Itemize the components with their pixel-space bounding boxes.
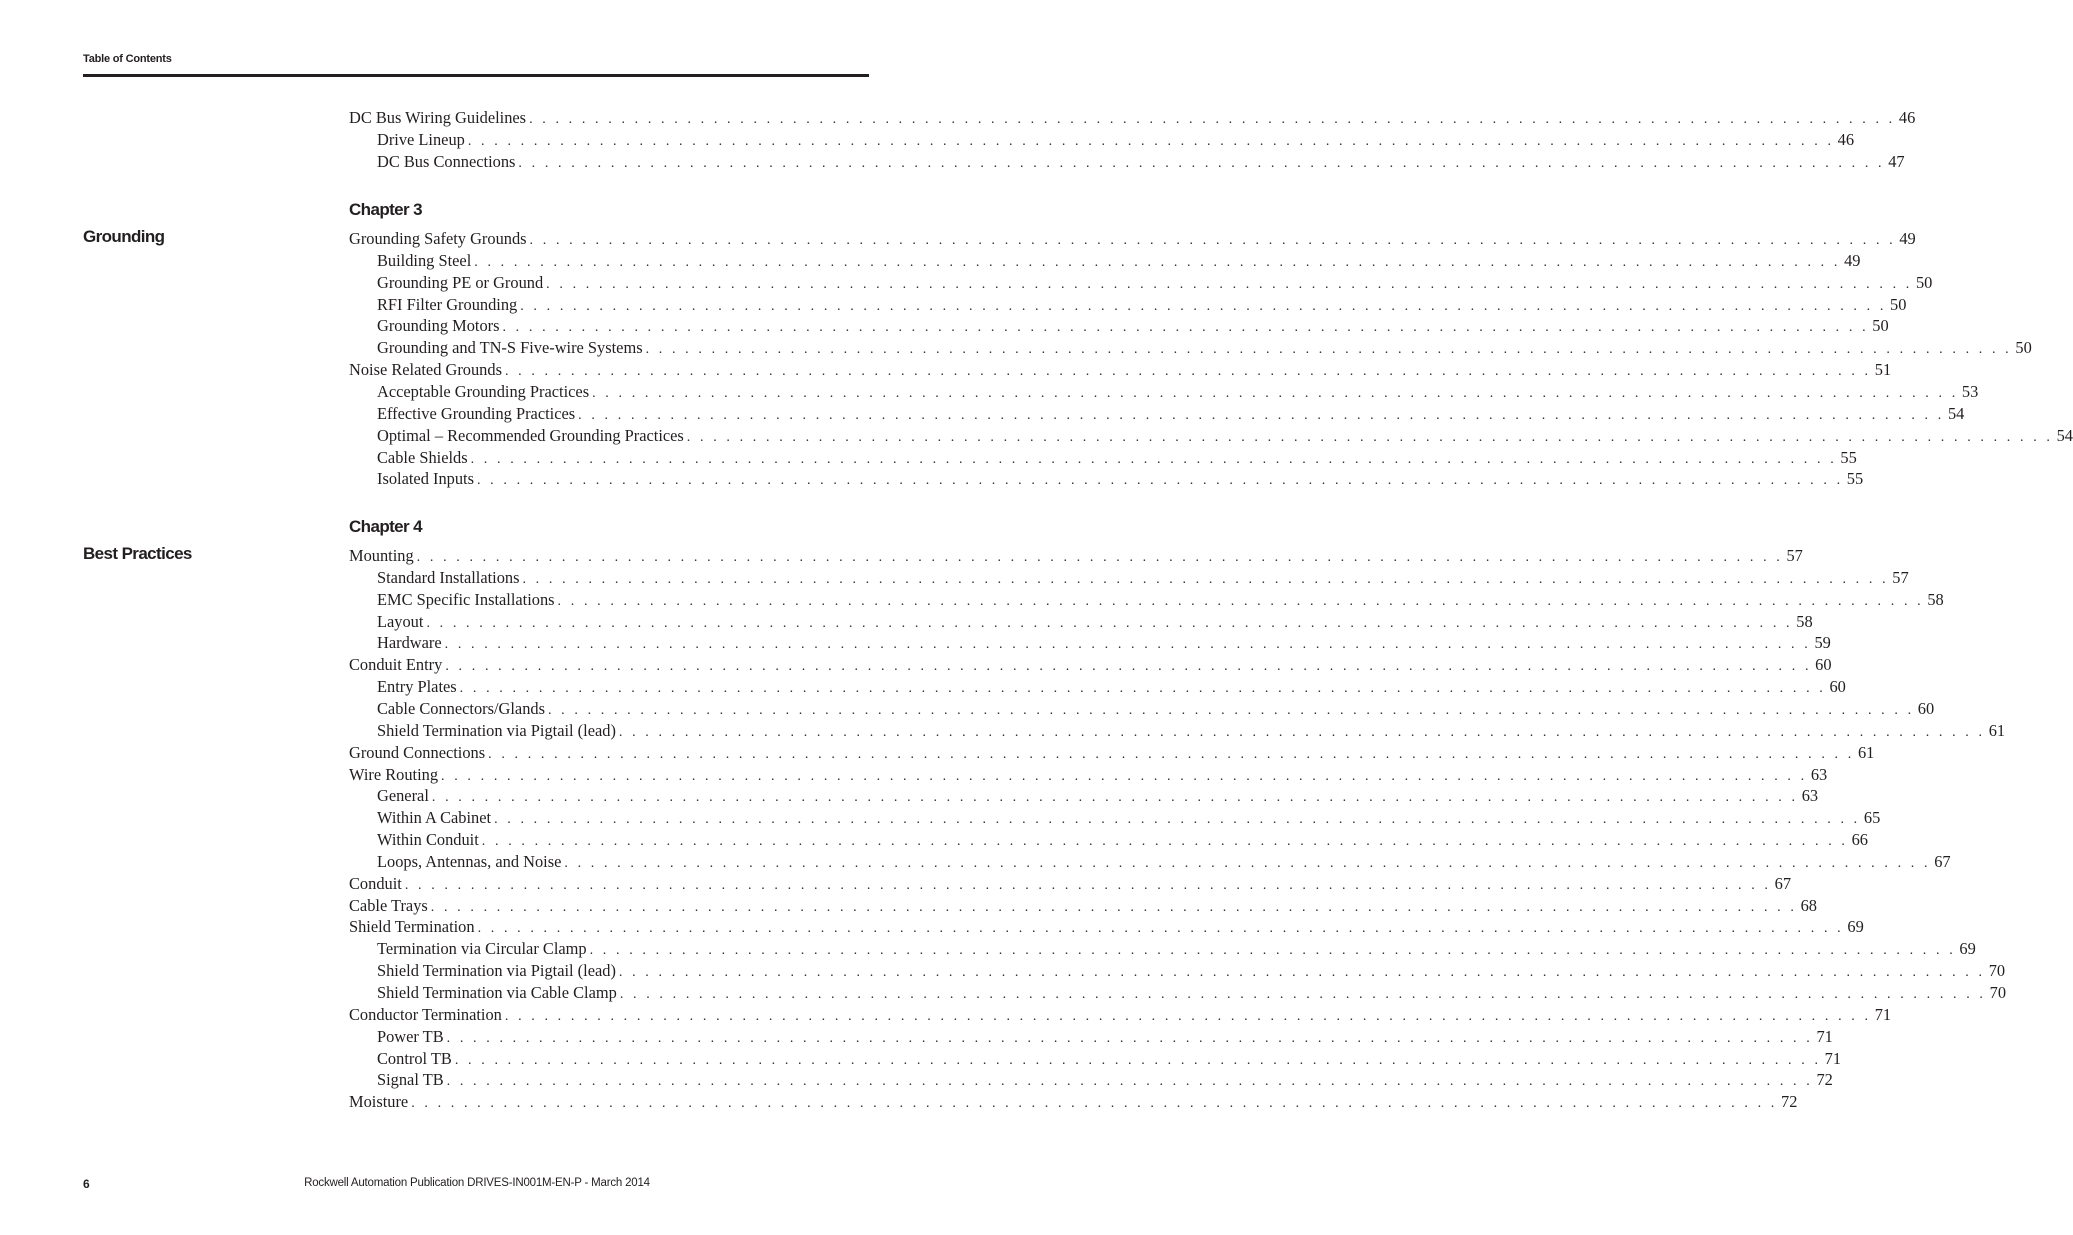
toc-entry-page: 71 (1874, 1004, 1892, 1024)
dot-leader: . . . . . . . . . . . . . . . . . . . . . . . . . . . . . . . . . . . . . . . . . . . . . . . . . . . . . . . . . . . . . . . . . . . . . . . . . . . . . . . . . . . . . . . . . . . . . . . . . . . . . . . . (459, 681, 1826, 697)
toc-entry-page: 47 (1888, 151, 1905, 171)
toc-entry-page: 67 (1934, 851, 1951, 871)
toc-entry-title: Loops, Antennas, and Noise (377, 851, 562, 871)
dot-leader: . . . . . . . . . . . . . . . . . . . . . . . . . . . . . . . . . . . . . . . . . . . . . . . . . . . . . . . . . . . . . . . . . . . . . . . . . . . . . . . . . . . . . . . . . . . . . . . . . . . . . . . . (504, 1008, 1872, 1024)
toc-entry-title: Effective Grounding Practices (377, 403, 576, 423)
toc-entry[interactable] (377, 425, 2073, 447)
toc-entry-page: 61 (1857, 742, 1875, 762)
toc-entry-page: 55 (1840, 447, 1857, 467)
toc-entry-title: Cable Trays (349, 895, 428, 915)
toc-entry-page: 63 (1810, 764, 1828, 784)
toc-entry-title: Standard Installations (377, 567, 520, 587)
toc-entry-title: Drive Lineup (377, 129, 465, 149)
toc-entry-page: 50 (1890, 294, 1907, 314)
toc-entry-title: Ground Connections (349, 742, 486, 762)
toc-entry-page: 57 (1786, 546, 1803, 565)
toc-entry-page: 63 (1801, 786, 1819, 806)
toc-entry[interactable] (377, 807, 1881, 829)
dot-leader: . . . . . . . . . . . . . . . . . . . . . . . . . . . . . . . . . . . . . . . . . . . . . . . . . . . . . . . . . . . . . . . . . . . . . . . . . . . . . . . . . . . . . . . . . . . . . . . . . . . . . . . . (518, 155, 1885, 171)
toc-entry-page: 67 (1774, 873, 1792, 893)
toc-entry[interactable] (377, 589, 1944, 611)
toc-entry-title: Isolated Inputs (377, 469, 474, 489)
toc-entry-page: 58 (1927, 589, 1944, 609)
dot-leader: . . . . . . . . . . . . . . . . . . . . . . . . . . . . . . . . . . . . . . . . . . . . . . . . . . . . . . . . . . . . . . . . . . . . . . . . . . . . . . . . . . . . . . . . . . . . . . . . . . . . . . . . (470, 451, 1837, 467)
toc-entry-title: Building Steel (377, 250, 472, 270)
dot-leader: . . . . . . . . . . . . . . . . . . . . . . . . . . . . . . . . . . . . . . . . . . . . . . . . . . . . . . . . . . . . . . . . . . . . . . . . . . . . . . . . . . . . . . . . . . . . . . . . . . . . . . . . (564, 855, 1931, 871)
toc-entry-title: Control TB (377, 1048, 452, 1068)
toc-entry-title: Layout (377, 611, 424, 631)
section-title-grounding: Grounding (83, 227, 165, 246)
toc-entry[interactable] (377, 567, 1909, 589)
toc-entry-title: Shield Termination (349, 917, 475, 937)
toc-entry-title: Power TB (377, 1026, 444, 1046)
toc-entry-title: Conduit (349, 873, 402, 893)
toc-entry[interactable] (349, 764, 1828, 786)
toc-entry-page: 68 (1800, 895, 1817, 915)
toc-entry-title: Within Conduit (377, 830, 479, 850)
toc-entry-page: 51 (1874, 360, 1892, 380)
dot-leader: . . . . . . . . . . . . . . . . . . . . . . . . . . . . . . . . . . . . . . . . . . . . . . . . . . . . . . . . . . . . . . . . . . . . . . . . . . . . . . . . . . . . . . . . . . . . . . . . . . . . . . . . (619, 987, 1987, 1002)
toc-entry-title: Grounding PE or Ground (377, 272, 544, 292)
toc-entry[interactable] (349, 654, 1832, 676)
running-header: Table of Contents (83, 53, 172, 65)
toc-entry[interactable] (349, 228, 1916, 250)
toc-entry[interactable] (377, 250, 1861, 272)
toc-entry[interactable] (377, 632, 1831, 654)
dot-leader: . . . . . . . . . . . . . . . . . . . . . . . . . . . . . . . . . . . . . . . . . . . . . . . . . . . . . . . . . . . . . . . . . . . . . . . . . . . . . . . . . . . . . . . . . . . . . . . . . . . . . . . . (547, 702, 1915, 718)
toc-entry-page: 71 (1824, 1048, 1842, 1068)
toc-entry-title: RFI Filter Grounding (377, 294, 518, 314)
toc-entry-title: Within A Cabinet (377, 808, 492, 828)
toc-entry[interactable] (377, 151, 1905, 173)
toc-entry[interactable] (349, 1004, 1892, 1026)
toc-entry-title: Conductor Termination (349, 1004, 502, 1024)
toc-entry-page: 46 (1898, 108, 1916, 127)
toc-entry-title: Acceptable Grounding Practices (377, 381, 590, 401)
section-title-best-practices: Best Practices (83, 544, 192, 563)
dot-leader: . . . . . . . . . . . . . . . . . . . . . . . . . . . . . . . . . . . . . . . . . . . . . . . . . . . . . . . . . . . . . . . . . . . . . . . . . . . . . . . . . . . . . . . . . . . . . . . . . . . . . . . . (454, 1052, 1822, 1068)
toc-entry-page: 49 (1844, 250, 1861, 270)
toc-entry[interactable] (377, 294, 1907, 316)
toc-entry-title: Mounting (349, 546, 414, 565)
dot-leader: . . . . . . . . . . . . . . . . . . . . . . . . . . . . . . . . . . . . . . . . . . . . . . . . . . . . . . . . . . . . . . . . . . . . . . . . . . . . . . . . . . . . . . . . . . . . . . . . . . . . . . . . (445, 659, 1812, 675)
dot-leader: . . . . . . . . . . . . . . . . . . . . . . . . . . . . . . . . . . . . . . . . . . . . . . . . . . . . . . . . . . . . . . . . . . . . . . . . . . . . . . . . . . . . . . . . . . . . . . . . . . . . . . . . (589, 943, 1956, 959)
toc-entry-page: 50 (1915, 272, 1933, 292)
toc-entry[interactable] (377, 337, 2032, 359)
toc-entry-page: 58 (1796, 611, 1813, 631)
toc-entry[interactable] (377, 129, 1855, 151)
toc-entry[interactable] (377, 403, 1965, 425)
toc-entry-title: Cable Shields (377, 447, 468, 467)
dot-leader: . . . . . . . . . . . . . . . . . . . . . . . . . . . . . . . . . . . . . . . . . . . . . . . . . . . . . . . . . . . . . . . . . . . . . . . . . . . . . . . . . . . . . . . . . . . . . . . . . . . . . . . . (444, 637, 1811, 653)
dot-leader: . . . . . . . . . . . . . . . . . . . . . . . . . . . . . . . . . . . . . . . . . . . . . . . . . . . . . . . . . . . . . . . . . . . . . . . . . . . . . . . . . . . . . . . . . . . . . . . . . . . . . . . . (411, 1096, 1778, 1112)
toc-entry-page: 49 (1899, 229, 1916, 248)
dot-leader: . . . . . . . . . . . . . . . . . . . . . . . . . . . . . . . . . . . . . . . . . . . . . . . . . . . . . . . . . . . . . . . . . . . . . . . . . . . . . . . . . . . . . . . . . . . . . . . . . . . . . . . . (446, 1030, 1813, 1046)
dot-leader: . . . . . . . . . . . . . . . . . . . . . . . . . . . . . . . . . . . . . . . . . . . . . . . . . . . . . . . . . . . . . . . . . . . . . . . . . . . . . . . . . . . . . . . . . . . . . . . . . . . . . . . . (474, 254, 1841, 270)
dot-leader: . . . . . . . . . . . . . . . . . . . . . . . . . . . . . . . . . . . . . . . . . . . . . . . . . . . . . . . . . . . . . . . . . . . . . . . . . . . . . . . . . . . . . . . . . . . . . . . . . . . . . . . . (494, 812, 1861, 828)
chapter-4-label: Chapter 4 (349, 517, 423, 536)
toc-entry[interactable] (377, 960, 2006, 982)
toc-entry-page: 72 (1816, 1070, 1833, 1090)
toc-entry-page: 54 (2056, 425, 2073, 445)
toc-entry-page: 70 (1989, 983, 2007, 1002)
toc-entry[interactable] (377, 381, 1979, 403)
dot-leader: . . . . . . . . . . . . . . . . . . . . . . . . . . . . . . . . . . . . . . . . . . . . . . . . . . . . . . . . . . . . . . . . . . . . . . . . . . . . . . . . . . . . . . . . . . . . . . . . . . . . . . . . (578, 407, 1945, 423)
toc-entry[interactable] (349, 107, 1916, 129)
toc-entry[interactable] (349, 873, 1792, 895)
dot-leader: . . . . . . . . . . . . . . . . . . . . . . . . . . . . . . . . . . . . . . . . . . . . . . . . . . . . . . . . . . . . . . . . . . . . . . . . . . . . . . . . . . . . . . . . . . . . . . . . . . . . . . . . (481, 834, 1848, 850)
toc-entry[interactable] (349, 916, 1864, 938)
dot-leader: . . . . . . . . . . . . . . . . . . . . . . . . . . . . . . . . . . . . . . . . . . . . . . . . . . . . . . . . . . . . . . . . . . . . . . . . . . . . . . . . . . . . . . . . . . . . . . . . . . . . . . . . (546, 276, 1913, 292)
dot-leader: . . . . . . . . . . . . . . . . . . . . . . . . . . . . . . . . . . . . . . . . . . . . . . . . . . . . . . . . . . . . . . . . . . . . . . . . . . . . . . . . . . . . . . . . . . . . . . . . . . . . . . . . (529, 112, 1896, 127)
dot-leader: . . . . . . . . . . . . . . . . . . . . . . . . . . . . . . . . . . . . . . . . . . . . . . . . . . . . . . . . . . . . . . . . . . . . . . . . . . . . . . . . . . . . . . . . . . . . . . . . . . . . . . . . (592, 385, 1959, 401)
toc-entry-page: 54 (1947, 403, 1965, 423)
dot-leader: . . . . . . . . . . . . . . . . . . . . . . . . . . . . . . . . . . . . . . . . . . . . . . . . . . . . . . . . . . . . . . . . . . . . . . . . . . . . . . . . . . . . . . . . . . . . . . . . . . . . . . . . (520, 298, 1887, 314)
dot-leader: . . . . . . . . . . . . . . . . . . . . . . . . . . . . . . . . . . . . . . . . . . . . . . . . . . . . . . . . . . . . . . . . . . . . . . . . . . . . . . . . . . . . . . . . . . . . . . . . . . . . . . . . (645, 342, 2012, 358)
toc-entry-page: 50 (2015, 338, 2032, 358)
page-number: 6 (83, 1177, 90, 1191)
toc-entry[interactable] (349, 359, 1892, 381)
dot-leader: . . . . . . . . . . . . . . . . . . . . . . . . . . . . . . . . . . . . . . . . . . . . . . . . . . . . . . . . . . . . . . . . . . . . . . . . . . . . . . . . . . . . . . . . . . . . . . . . . . . . . . . . (404, 877, 1772, 893)
dot-leader: . . . . . . . . . . . . . . . . . . . . . . . . . . . . . . . . . . . . . . . . . . . . . . . . . . . . . . . . . . . . . . . . . . . . . . . . . . . . . . . . . . . . . . . . . . . . . . . . . . . . . . . . (504, 364, 1872, 380)
toc-entry-page: 60 (1829, 677, 1846, 697)
toc-entry[interactable] (377, 938, 1976, 960)
toc-entry[interactable] (377, 829, 1868, 851)
toc-entry[interactable] (377, 315, 1889, 337)
toc-entry-page: 59 (1814, 633, 1831, 653)
toc-entry-page: 65 (1863, 808, 1881, 828)
dot-leader: . . . . . . . . . . . . . . . . . . . . . . . . . . . . . . . . . . . . . . . . . . . . . . . . . . . . . . . . . . . . . . . . . . . . . . . . . . . . . . . . . . . . . . . . . . . . . . . . . . . . . . . . (416, 550, 1783, 565)
toc-entry[interactable] (377, 611, 1813, 633)
dot-leader: . . . . . . . . . . . . . . . . . . . . . . . . . . . . . . . . . . . . . . . . . . . . . . . . . . . . . . . . . . . . . . . . . . . . . . . . . . . . . . . . . . . . . . . . . . . . . . . . . . . . . . . . (686, 429, 2053, 445)
toc-entry-title: Optimal – Recommended Grounding Practices (377, 425, 684, 445)
toc-entry[interactable] (349, 742, 1875, 764)
dot-leader: . . . . . . . . . . . . . . . . . . . . . . . . . . . . . . . . . . . . . . . . . . . . . . . . . . . . . . . . . . . . . . . . . . . . . . . . . . . . . . . . . . . . . . . . . . . . . . . . . . . . . . . . (618, 724, 1986, 740)
toc-entry-page: 46 (1837, 129, 1855, 149)
toc-entry[interactable] (377, 720, 2006, 742)
dot-leader: . . . . . . . . . . . . . . . . . . . . . . . . . . . . . . . . . . . . . . . . . . . . . . . . . . . . . . . . . . . . . . . . . . . . . . . . . . . . . . . . . . . . . . . . . . . . . . . . . . . . . . . . (467, 133, 1835, 149)
toc-entry-page: 60 (1815, 655, 1832, 675)
toc-entry-page: 72 (1781, 1092, 1798, 1112)
toc-entry-title: General (377, 786, 429, 806)
toc-entry-page: 70 (1988, 961, 2006, 981)
toc-entry-page: 55 (1846, 469, 1864, 489)
toc-entry-title: DC Bus Connections (377, 151, 516, 171)
toc-entry-title: Wire Routing (349, 764, 439, 784)
toc-entry-page: 66 (1851, 830, 1868, 850)
dot-leader: . . . . . . . . . . . . . . . . . . . . . . . . . . . . . . . . . . . . . . . . . . . . . . . . . . . . . . . . . . . . . . . . . . . . . . . . . . . . . . . . . . . . . . . . . . . . . . . . . . . . . . . . (431, 790, 1799, 806)
dot-leader: . . . . . . . . . . . . . . . . . . . . . . . . . . . . . . . . . . . . . . . . . . . . . . . . . . . . . . . . . . . . . . . . . . . . . . . . . . . . . . . . . . . . . . . . . . . . . . . . . . . . . . . . (446, 1074, 1813, 1090)
chapter-3-label: Chapter 3 (349, 200, 423, 219)
toc-entry[interactable] (349, 895, 1817, 917)
toc-entry-title: Grounding Safety Grounds (349, 229, 527, 248)
toc-entry-page: 69 (1847, 917, 1864, 937)
dot-leader: . . . . . . . . . . . . . . . . . . . . . . . . . . . . . . . . . . . . . . . . . . . . . . . . . . . . . . . . . . . . . . . . . . . . . . . . . . . . . . . . . . . . . . . . . . . . . . . . . . . . . . . . (488, 746, 1855, 762)
toc-entry-title: Shield Termination via Pigtail (lead) (377, 961, 616, 981)
toc-entry-page: 61 (1988, 720, 2006, 740)
toc-entry-page: 69 (1959, 939, 1976, 959)
toc-entry[interactable] (377, 851, 1951, 873)
toc-entry-title: Shield Termination via Cable Clamp (377, 983, 617, 1002)
toc-entry-title: Grounding and TN-S Five-wire Systems (377, 338, 643, 358)
toc-entry[interactable] (377, 982, 2007, 1004)
dot-leader: . . . . . . . . . . . . . . . . . . . . . . . . . . . . . . . . . . . . . . . . . . . . . . . . . . . . . . . . . . . . . . . . . . . . . . . . . . . . . . . . . . . . . . . . . . . . . . . . . . . . . . . . (476, 473, 1844, 489)
toc-entry-title: Signal TB (377, 1070, 444, 1090)
toc-entry-page: 57 (1892, 567, 1909, 587)
toc-entry[interactable] (377, 1026, 1833, 1048)
dot-leader: . . . . . . . . . . . . . . . . . . . . . . . . . . . . . . . . . . . . . . . . . . . . . . . . . . . . . . . . . . . . . . . . . . . . . . . . . . . . . . . . . . . . . . . . . . . . . . . . . . . . . . . . (557, 593, 1924, 609)
toc-entry[interactable] (377, 468, 1864, 490)
header-rule (83, 74, 869, 77)
dot-leader: . . . . . . . . . . . . . . . . . . . . . . . . . . . . . . . . . . . . . . . . . . . . . . . . . . . . . . . . . . . . . . . . . . . . . . . . . . . . . . . . . . . . . . . . . . . . . . . . . . . . . . . . (430, 899, 1797, 915)
toc-entry-title: Shield Termination via Pigtail (lead) (377, 720, 616, 740)
toc-entry-page: 53 (1961, 381, 1979, 401)
dot-leader: . . . . . . . . . . . . . . . . . . . . . . . . . . . . . . . . . . . . . . . . . . . . . . . . . . . . . . . . . . . . . . . . . . . . . . . . . . . . . . . . . . . . . . . . . . . . . . . . . . . . . . . . (618, 965, 1986, 981)
toc-entry-page: 60 (1917, 698, 1935, 718)
dot-leader: . . . . . . . . . . . . . . . . . . . . . . . . . . . . . . . . . . . . . . . . . . . . . . . . . . . . . . . . . . . . . . . . . . . . . . . . . . . . . . . . . . . . . . . . . . . . . . . . . . . . . . . . (502, 320, 1869, 336)
toc-entry[interactable] (349, 1091, 1798, 1113)
toc-entry-title: Termination via Circular Clamp (377, 939, 587, 959)
dot-leader: . . . . . . . . . . . . . . . . . . . . . . . . . . . . . . . . . . . . . . . . . . . . . . . . . . . . . . . . . . . . . . . . . . . . . . . . . . . . . . . . . . . . . . . . . . . . . . . . . . . . . . . . (441, 768, 1808, 784)
toc-entry[interactable] (377, 1048, 1842, 1070)
toc-entry-title: Noise Related Grounds (349, 360, 502, 380)
dot-leader: . . . . . . . . . . . . . . . . . . . . . . . . . . . . . . . . . . . . . . . . . . . . . . . . . . . . . . . . . . . . . . . . . . . . . . . . . . . . . . . . . . . . . . . . . . . . . . . . . . . . . . . . (522, 571, 1889, 587)
toc-entry-title: Moisture (349, 1092, 409, 1112)
toc-entry[interactable] (377, 272, 1933, 294)
dot-leader: . . . . . . . . . . . . . . . . . . . . . . . . . . . . . . . . . . . . . . . . . . . . . . . . . . . . . . . . . . . . . . . . . . . . . . . . . . . . . . . . . . . . . . . . . . . . . . . . . . . . . . . . (529, 233, 1896, 248)
toc-entry-page: 50 (1872, 316, 1889, 336)
toc-entry[interactable] (377, 676, 1846, 698)
toc-entry-title: Conduit Entry (349, 655, 443, 675)
toc-entry[interactable] (377, 785, 1819, 807)
publication-footer: Rockwell Automation Publication DRIVES-IN001M-EN-P - March 2014 (304, 1177, 650, 1189)
toc-entry[interactable] (377, 1069, 1833, 1091)
dot-leader: . . . . . . . . . . . . . . . . . . . . . . . . . . . . . . . . . . . . . . . . . . . . . . . . . . . . . . . . . . . . . . . . . . . . . . . . . . . . . . . . . . . . . . . . . . . . . . . . . . . . . . . . (477, 921, 1844, 937)
toc-entry[interactable] (377, 447, 1857, 469)
toc-entry-title: Cable Connectors/Glands (377, 698, 545, 718)
toc-entry-title: EMC Specific Installations (377, 589, 555, 609)
toc-entry-page: 71 (1816, 1026, 1833, 1046)
toc-entry-title: Entry Plates (377, 677, 457, 697)
toc-entry-title: Grounding Motors (377, 316, 500, 336)
toc-entry[interactable] (377, 698, 1935, 720)
dot-leader: . . . . . . . . . . . . . . . . . . . . . . . . . . . . . . . . . . . . . . . . . . . . . . . . . . . . . . . . . . . . . . . . . . . . . . . . . . . . . . . . . . . . . . . . . . . . . . . . . . . . . . . . (426, 615, 1793, 631)
toc-entry-title: DC Bus Wiring Guidelines (349, 108, 527, 127)
toc-entry-title: Hardware (377, 633, 442, 653)
toc-entry[interactable] (349, 545, 1803, 567)
